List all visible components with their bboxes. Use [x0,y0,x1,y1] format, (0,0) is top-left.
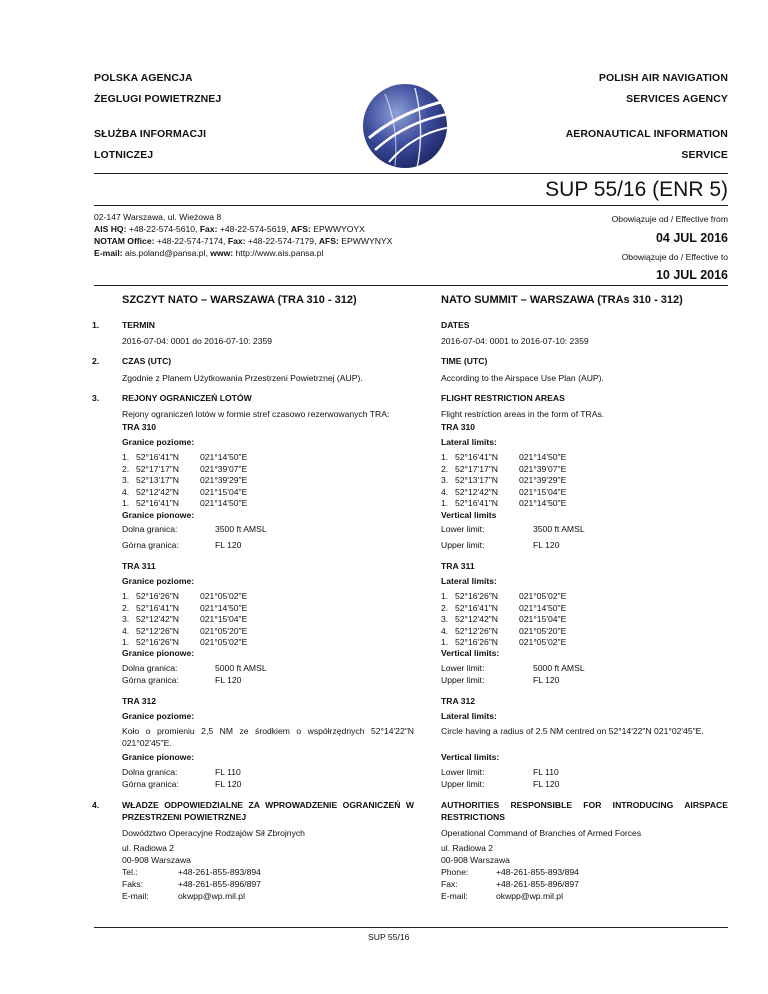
tra310-points-en: 1. 52°16'41"N 021°14'50"E 2. 52°17'17"N 021°39'07"E 3. 52°13'17"N 021°39'29"E 4. 52°12'42"N 021°15'04"E 1. 52°16'41"N 021°14'50"E [441,452,567,509]
section-1-heading-en: DATES [441,320,470,330]
authority-tel-label-en: Phone: [441,867,469,877]
agency-name-en-line1: POLISH AIR NAVIGATION [598,72,728,84]
authority-street-pl: ul. Radiowa 2 [122,843,175,853]
section-3-heading-pl: REJONY OGRANICZEŃ LOTÓW [122,393,252,403]
tra312-lower-label-en: Lower limit: [441,767,485,777]
authority-fax-label-pl: Faks: [122,879,144,889]
tra312-upper-value-en: FL 120 [533,779,560,789]
tra312-upper-label-pl: Górna granica: [122,779,179,789]
section-2-text-en: According to the Airspace Use Plan (AUP). [441,373,604,383]
effective-to-label: Obowiązuje do / Effective to [621,252,728,262]
tra310-lower-label-en: Lower limit: [441,524,485,534]
tra311-vertical-label-pl: Granice pionowe: [122,648,195,658]
tra310-vertical-label-pl: Granice pionowe: [122,510,195,520]
section-1-text-en: 2016-07-04: 0001 to 2016-07-10: 2359 [441,336,589,346]
section-2-number: 2. [92,356,100,366]
tra310-upper-label-pl: Górna granica: [122,540,179,550]
section-4-heading-en-line1: AUTHORITIES RESPONSIBLE FOR INTRODUCING AIRSPACE [441,800,728,810]
effective-from-label: Obowiązuje od / Effective from [611,214,728,224]
authority-tel-label-pl: Tel.: [122,867,138,877]
authority-fax-label-en: Fax: [441,879,458,889]
tra311-lateral-label-en: Lateral limits: [441,576,497,586]
tra311-upper-value-en: FL 120 [533,675,560,685]
tra311-vertical-label-en: Vertical limits: [441,648,500,658]
authority-fax-pl: +48-261-855-896/897 [178,879,261,889]
effective-from-date: 04 JUL 2016 [655,231,728,245]
tra311-lower-label-en: Lower limit: [441,663,485,673]
section-4-heading-pl-line2: PRZESTRZENI POWIETRZNEJ [122,812,247,822]
section-4-heading-pl-line1: WŁADZE ODPOWIEDZIALNE ZA WPROWADZENIE OGRANICZEŃ W [122,800,414,810]
tra310-upper-value-en: FL 120 [533,540,560,550]
footer-divider [94,927,728,928]
effective-to-date: 10 JUL 2016 [655,268,728,282]
contact-divider [94,285,728,286]
section-4-heading-en-line2: RESTRICTIONS [441,812,505,822]
tra311-upper-label-en: Upper limit: [441,675,485,685]
tra311-points-en: 1. 52°16'26"N 021°05'02"E 2. 52°16'41"N 021°14'50"E 3. 52°12'42"N 021°15'04"E 4. 52°12'26"N 021°05'20"E 1. 52°16'26"N 021°05'02"E [441,591,567,648]
authority-street-en: ul. Radiowa 2 [441,843,494,853]
section-2-text-pl: Zgodnie z Planem Użytkowania Przestrzeni Powietrznej (AUP). [122,373,363,383]
tra312-lateral-label-pl: Granice poziome: [122,711,195,721]
title-pl: SZCZYT NATO – WARSZAWA (TRA 310 - 312) [122,294,357,306]
service-name-pl-line2: LOTNICZEJ [94,149,154,161]
tra312-lower-label-pl: Dolna granica: [122,767,178,777]
authority-org-pl: Dowództwo Operacyjne Rodzajów Sił Zbrojnych [122,828,305,838]
tra312-circle-pl-line2: 021°02'45"E. [122,738,172,748]
tra312-vertical-label-en: Vertical limits: [441,752,500,762]
authority-email-label-en: E-mail: [441,891,468,901]
header-divider [94,173,728,174]
tra312-lower-value-pl: FL 110 [215,767,241,777]
section-3-heading-en: FLIGHT RESTRICTION AREAS [441,393,565,403]
section-3-intro-pl: Rejony ograniczeń lotów w formie stref czasowo rezerwowanych TRA: [122,409,390,419]
tra311-lower-value-pl: 5000 ft AMSL [215,663,267,673]
authority-email-en[interactable]: okwpp@wp.mil.pl [496,891,563,901]
tra310-lower-value-en: 3500 ft AMSL [533,524,585,534]
authority-tel-pl: +48-261-855-893/894 [178,867,261,877]
tra312-upper-label-en: Upper limit: [441,779,485,789]
authority-email-pl[interactable]: okwpp@wp.mil.pl [178,891,245,901]
agency-name-pl-line1: POLSKA AGENCJA [94,72,193,84]
tra310-vertical-label-en: Vertical limits [441,510,497,520]
tra312-circle-en: Circle having a radius of 2.5 NM centred on 52°14'22"N 021°02'45"E. [441,726,704,736]
tra311-name-pl: TRA 311 [122,561,156,571]
tra311-name-en: TRA 311 [441,561,475,571]
tra310-name-pl: TRA 310 [122,422,157,432]
tra312-name-pl: TRA 312 [122,696,157,706]
authority-email-label-pl: E-mail: [122,891,149,901]
authority-city-pl: 00-908 Warszawa [122,855,191,865]
tra312-upper-value-pl: FL 120 [215,779,242,789]
authority-org-en: Operational Command of Branches of Armed Forces [441,828,642,838]
section-1-number: 1. [92,320,100,330]
title-divider [94,205,728,206]
contact-notam-office: NOTAM Office: +48-22-574-7174, Fax: +48-22-574-7179, AFS: EPWWYNYX [94,236,393,246]
tra310-upper-value-pl: FL 120 [215,540,242,550]
contact-ais-hq: AIS HQ: +48-22-574-5610, Fax: +48-22-574-5619, AFS: EPWWYOYX [94,224,365,234]
tra310-lower-value-pl: 3500 ft AMSL [215,524,267,534]
tra311-lower-label-pl: Dolna granica: [122,663,178,673]
contact-email-www: E-mail: ais.poland@pansa.pl, www: http://www.ais.pansa.pl [94,248,324,258]
section-2-heading-en: TIME (UTC) [441,356,488,366]
footer-page-id: SUP 55/16 [368,932,410,942]
service-name-pl-line1: SŁUŻBA INFORMACJI [94,128,207,140]
tra310-lower-label-pl: Dolna granica: [122,524,178,534]
tra311-points-pl: 1. 52°16'26"N 021°05'02"E 2. 52°16'41"N 021°14'50"E 3. 52°12'42"N 021°15'04"E 4. 52°12'26"N 021°05'20"E 1. 52°16'26"N 021°05'02"E [122,591,248,648]
authority-fax-en: +48-261-855-896/897 [496,879,579,889]
section-1-text-pl: 2016-07-04: 0001 do 2016-07-10: 2359 [122,336,273,346]
tra311-lower-value-en: 5000 ft AMSL [533,663,585,673]
tra311-lateral-label-pl: Granice poziome: [122,576,195,586]
agency-name-pl-line2: ŻEGLUGI POWIETRZNEJ [94,93,222,105]
tra312-circle-pl-line1: Koło o promieniu 2,5 NM ze środkiem o współrzędnych 52°14'22"N [122,726,414,736]
service-name-en-line2: SERVICE [681,149,728,161]
section-1-heading-pl: TERMIN [122,320,155,330]
tra310-name-en: TRA 310 [441,422,476,432]
authority-tel-en: +48-261-855-893/894 [496,867,579,877]
section-3-number: 3. [92,393,100,403]
section-3-intro-en: Flight restriction areas in the form of TRAs. [441,409,605,419]
title-en: NATO SUMMIT – WARSZAWA (TRAs 310 - 312) [441,294,683,306]
tra310-lateral-label-en: Lateral limits: [441,437,497,447]
service-name-en-line1: AERONAUTICAL INFORMATION [565,128,728,140]
authority-city-en: 00-908 Warszawa [441,855,510,865]
pansa-logo-icon [355,68,465,178]
tra310-points-pl: 1. 52°16'41"N 021°14'50"E 2. 52°17'17"N 021°39'07"E 3. 52°13'17"N 021°39'29"E 4. 52°12'42"N 021°15'04"E 1. 52°16'41"N 021°14'50"E [122,452,248,509]
agency-name-en-line2: SERVICES AGENCY [626,93,728,105]
tra312-vertical-label-pl: Granice pionowe: [122,752,195,762]
tra310-upper-label-en: Upper limit: [441,540,485,550]
supplement-title: SUP 55/16 (ENR 5) [545,178,728,201]
section-4-number: 4. [92,800,100,810]
tra312-lower-value-en: FL 110 [533,767,559,777]
tra312-lateral-label-en: Lateral limits: [441,711,497,721]
tra310-lateral-label-pl: Granice poziome: [122,437,195,447]
tra312-name-en: TRA 312 [441,696,476,706]
tra311-upper-label-pl: Górna granica: [122,675,179,685]
section-2-heading-pl: CZAS (UTC) [122,356,172,366]
contact-address: 02-147 Warszawa, ul. Wieżowa 8 [94,212,222,222]
tra311-upper-value-pl: FL 120 [215,675,242,685]
